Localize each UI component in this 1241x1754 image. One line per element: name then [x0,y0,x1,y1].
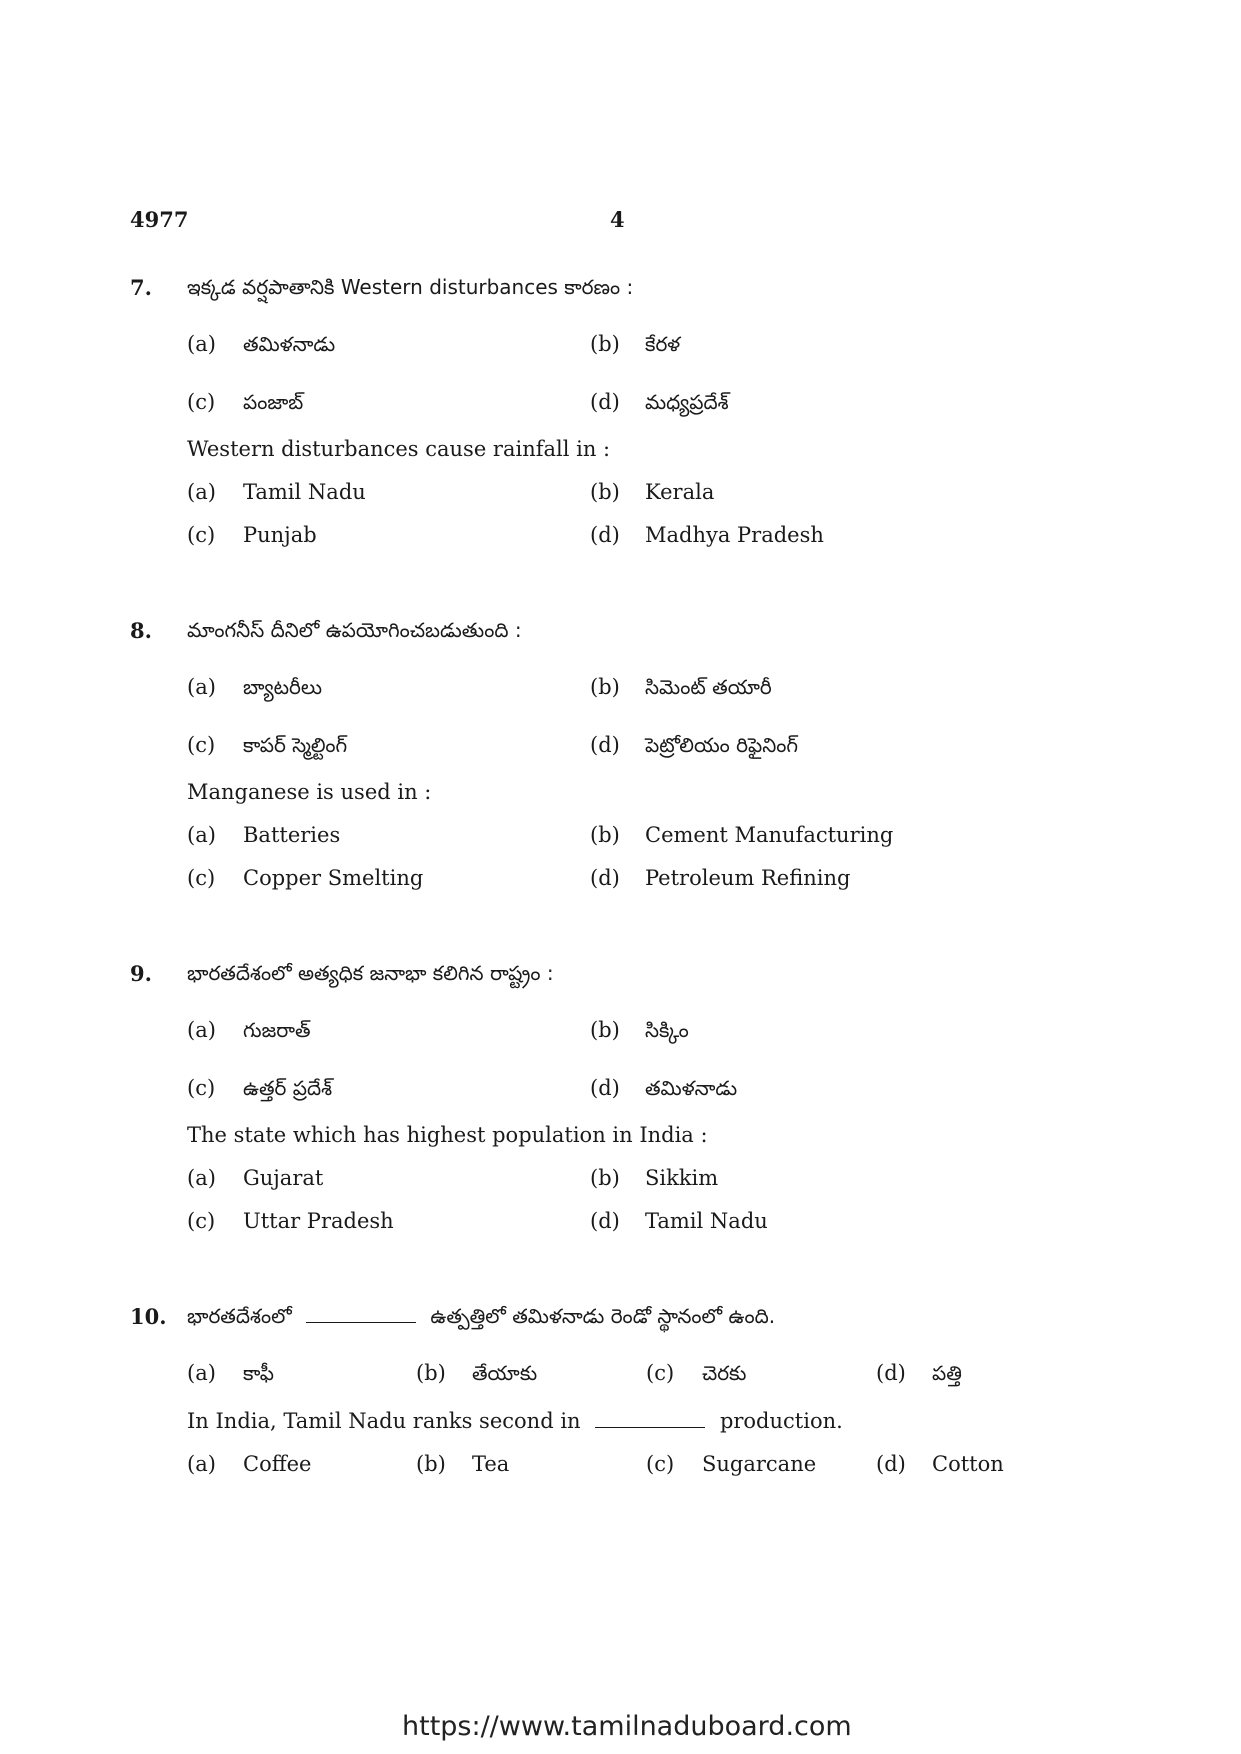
option-text-telugu: తమిళనాడు [645,1076,738,1100]
option-label: (b) [416,1452,446,1476]
option-text-telugu: మధ్యప్రదేశ్ [645,390,729,414]
option-label: (c) [187,523,216,547]
option-label: (b) [590,480,620,504]
option-label: (c) [187,390,216,414]
option-label: (b) [590,1018,620,1042]
option-label: (b) [590,332,620,356]
question-text-telugu: ఇక్కడ వర్షపాతానికి Western disturbances కారణం : [187,275,634,299]
option-label: (c) [187,1076,216,1100]
option-text-telugu: ఉత్తర్ ప్రదేశ్ [243,1076,333,1100]
option-text-english: Tamil Nadu [243,480,366,504]
question-text-english [187,1409,843,1433]
option-text-telugu: కేరళ [645,332,681,356]
option-text-telugu: సిమెంట్ తయారీ [645,675,772,699]
option-text-english: Punjab [243,523,317,547]
fill-in-blank [595,1427,705,1428]
option-label: (a) [187,675,216,699]
option-text-english: Kerala [645,480,715,504]
option-label: (c) [646,1361,675,1385]
question-text-english: Western disturbances cause rainfall in : [187,437,611,461]
question-text-english-end: production. [719,1409,843,1433]
option-text-english: Cement Manufacturing [645,823,894,847]
question-number: 9. [130,961,152,986]
option-label: (d) [590,390,620,414]
fill-in-blank [306,1322,416,1323]
option-text-telugu: పెట్రోలియం రిఫైనింగ్ [645,733,799,757]
option-label: (d) [876,1452,906,1476]
option-label: (a) [187,1018,216,1042]
option-text-telugu: పంజాబ్ [243,390,304,414]
option-label: (d) [590,733,620,757]
option-label: (c) [646,1452,675,1476]
option-label: (a) [187,1452,216,1476]
question-number: 8. [130,618,152,643]
option-text-english: Copper Smelting [243,866,424,890]
question-text-english: Manganese is used in : [187,780,432,804]
option-text-english: Cotton [932,1452,1004,1476]
question-text-telugu-end: ఉత్పత్తిలో తమిళనాడు రెండో స్థానంలో ఉంది. [430,1304,776,1328]
option-text-telugu: కాఫీ [243,1361,274,1385]
option-text-english: Gujarat [243,1166,324,1190]
question-text-telugu [187,1304,775,1333]
option-label: (d) [590,523,620,547]
question-number: 10. [130,1304,167,1329]
footer-url: https://www.tamilnaduboard.com [402,1711,852,1742]
option-text-english: Tea [472,1452,510,1476]
option-text-english: Tamil Nadu [645,1209,768,1233]
option-text-telugu: చెరకు [702,1361,747,1385]
option-text-telugu: గుజరాత్ [243,1018,311,1042]
option-text-telugu: తేయాకు [472,1361,538,1385]
option-text-english: Petroleum Refining [645,866,851,890]
option-label: (c) [187,1209,216,1233]
question-text-telugu: మాంగనీస్ దీనిలో ఉపయోగించబడుతుంది : [187,618,522,642]
option-text-telugu: కాపర్ స్మెల్టింగ్ [243,733,348,757]
option-label: (a) [187,823,216,847]
option-label: (a) [187,480,216,504]
option-text-telugu: బ్యాటరీలు [243,675,322,699]
page-number: 4 [610,207,625,232]
option-label: (c) [187,866,216,890]
option-text-telugu: తమిళనాడు [243,332,336,356]
option-label: (b) [590,675,620,699]
option-label: (a) [187,1166,216,1190]
option-label: (b) [590,1166,620,1190]
option-label: (d) [590,866,620,890]
question-text-telugu: భారతదేశంలో అత్యధిక జనాభా కలిగిన రాష్ట్రం : [187,961,554,985]
question-text-english-start: In India, Tamil Nadu ranks second in [187,1409,581,1433]
option-text-telugu: సిక్కిం [645,1018,689,1042]
option-text-english: Batteries [243,823,341,847]
option-label: (d) [590,1209,620,1233]
question-text-english: The state which has highest population in India : [187,1123,708,1147]
option-label: (d) [876,1361,906,1385]
option-text-english: Uttar Pradesh [243,1209,394,1233]
option-label: (a) [187,332,216,356]
option-text-telugu: పత్తి [932,1361,962,1385]
option-label: (b) [590,823,620,847]
question-text-telugu-start: భారతదేశంలో [187,1304,292,1328]
option-label: (c) [187,733,216,757]
question-number: 7. [130,275,152,300]
option-text-english: Sikkim [645,1166,719,1190]
option-label: (d) [590,1076,620,1100]
option-text-english: Coffee [243,1452,312,1476]
option-text-english: Madhya Pradesh [645,523,824,547]
paper-code: 4977 [130,207,189,232]
option-label: (b) [416,1361,446,1385]
option-label: (a) [187,1361,216,1385]
option-text-english: Sugarcane [702,1452,817,1476]
